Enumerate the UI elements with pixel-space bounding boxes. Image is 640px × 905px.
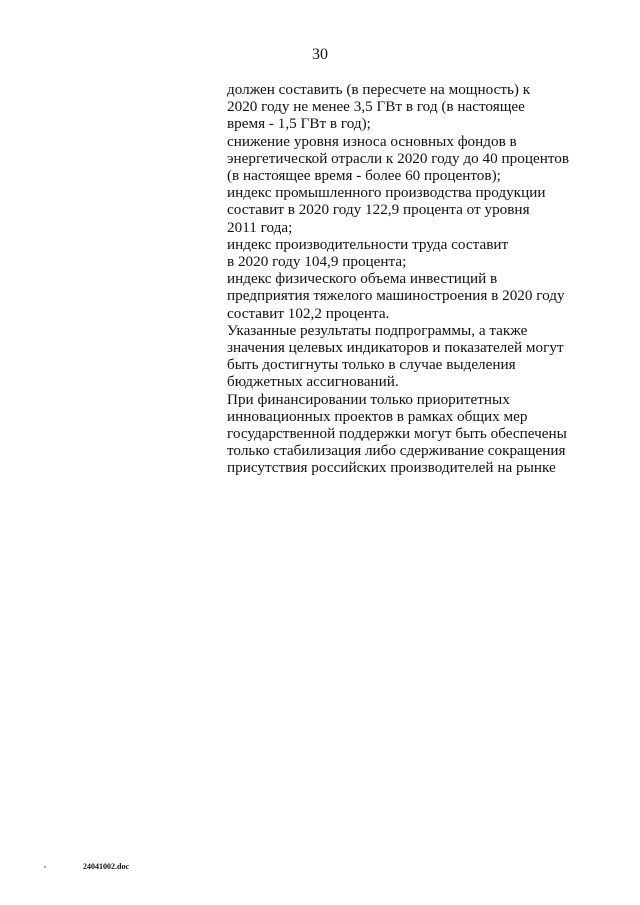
text-line: 2011 года; xyxy=(227,218,293,236)
text-line: присутствия российских производителей на рынке xyxy=(227,459,556,477)
text-line: Указанные результаты подпрограммы, а также xyxy=(227,321,528,339)
body-text xyxy=(227,81,617,477)
page-number: 30 xyxy=(312,46,328,63)
text-line: бюджетных ассигнований. xyxy=(227,373,399,391)
text-line: При финансировании только приоритетных xyxy=(227,390,510,408)
text-line: составит 102,2 процента. xyxy=(227,304,390,322)
text-line: индекс производительности труда составит xyxy=(227,235,509,253)
text-line: снижение уровня износа основных фондов в xyxy=(227,132,517,150)
scan-mark xyxy=(44,866,46,868)
text-line: (в настоящее время - более 60 процентов); xyxy=(227,167,501,185)
text-line: предприятия тяжелого машиностроения в 2020 году xyxy=(227,287,565,305)
text-line: индекс физического объема инвестиций в xyxy=(227,270,498,288)
footer-filename: 24041002.doc xyxy=(83,862,129,871)
text-line: значения целевых индикаторов и показателей могут xyxy=(227,339,564,357)
text-line: 2020 году не менее 3,5 ГВт в год (в настоящее xyxy=(227,98,525,116)
text-line: только стабилизация либо сдерживание сокращения xyxy=(227,442,566,460)
text-line: индекс промышленного производства продукции xyxy=(227,184,546,202)
text-line: должен составить (в пересчете на мощность) к xyxy=(227,81,531,98)
text-line: в 2020 году 104,9 процента; xyxy=(227,253,407,271)
text-line: составит в 2020 году 122,9 процента от уровня xyxy=(227,201,530,219)
text-line: энергетической отрасли к 2020 году до 40 процентов xyxy=(227,149,570,167)
text-line: время - 1,5 ГВт в год); xyxy=(227,115,371,133)
text-line: быть достигнуты только в случае выделения xyxy=(227,356,516,374)
text-line: инновационных проектов в рамках общих мер xyxy=(227,407,528,425)
text-line: государственной поддержки могут быть обеспечены xyxy=(227,425,567,443)
